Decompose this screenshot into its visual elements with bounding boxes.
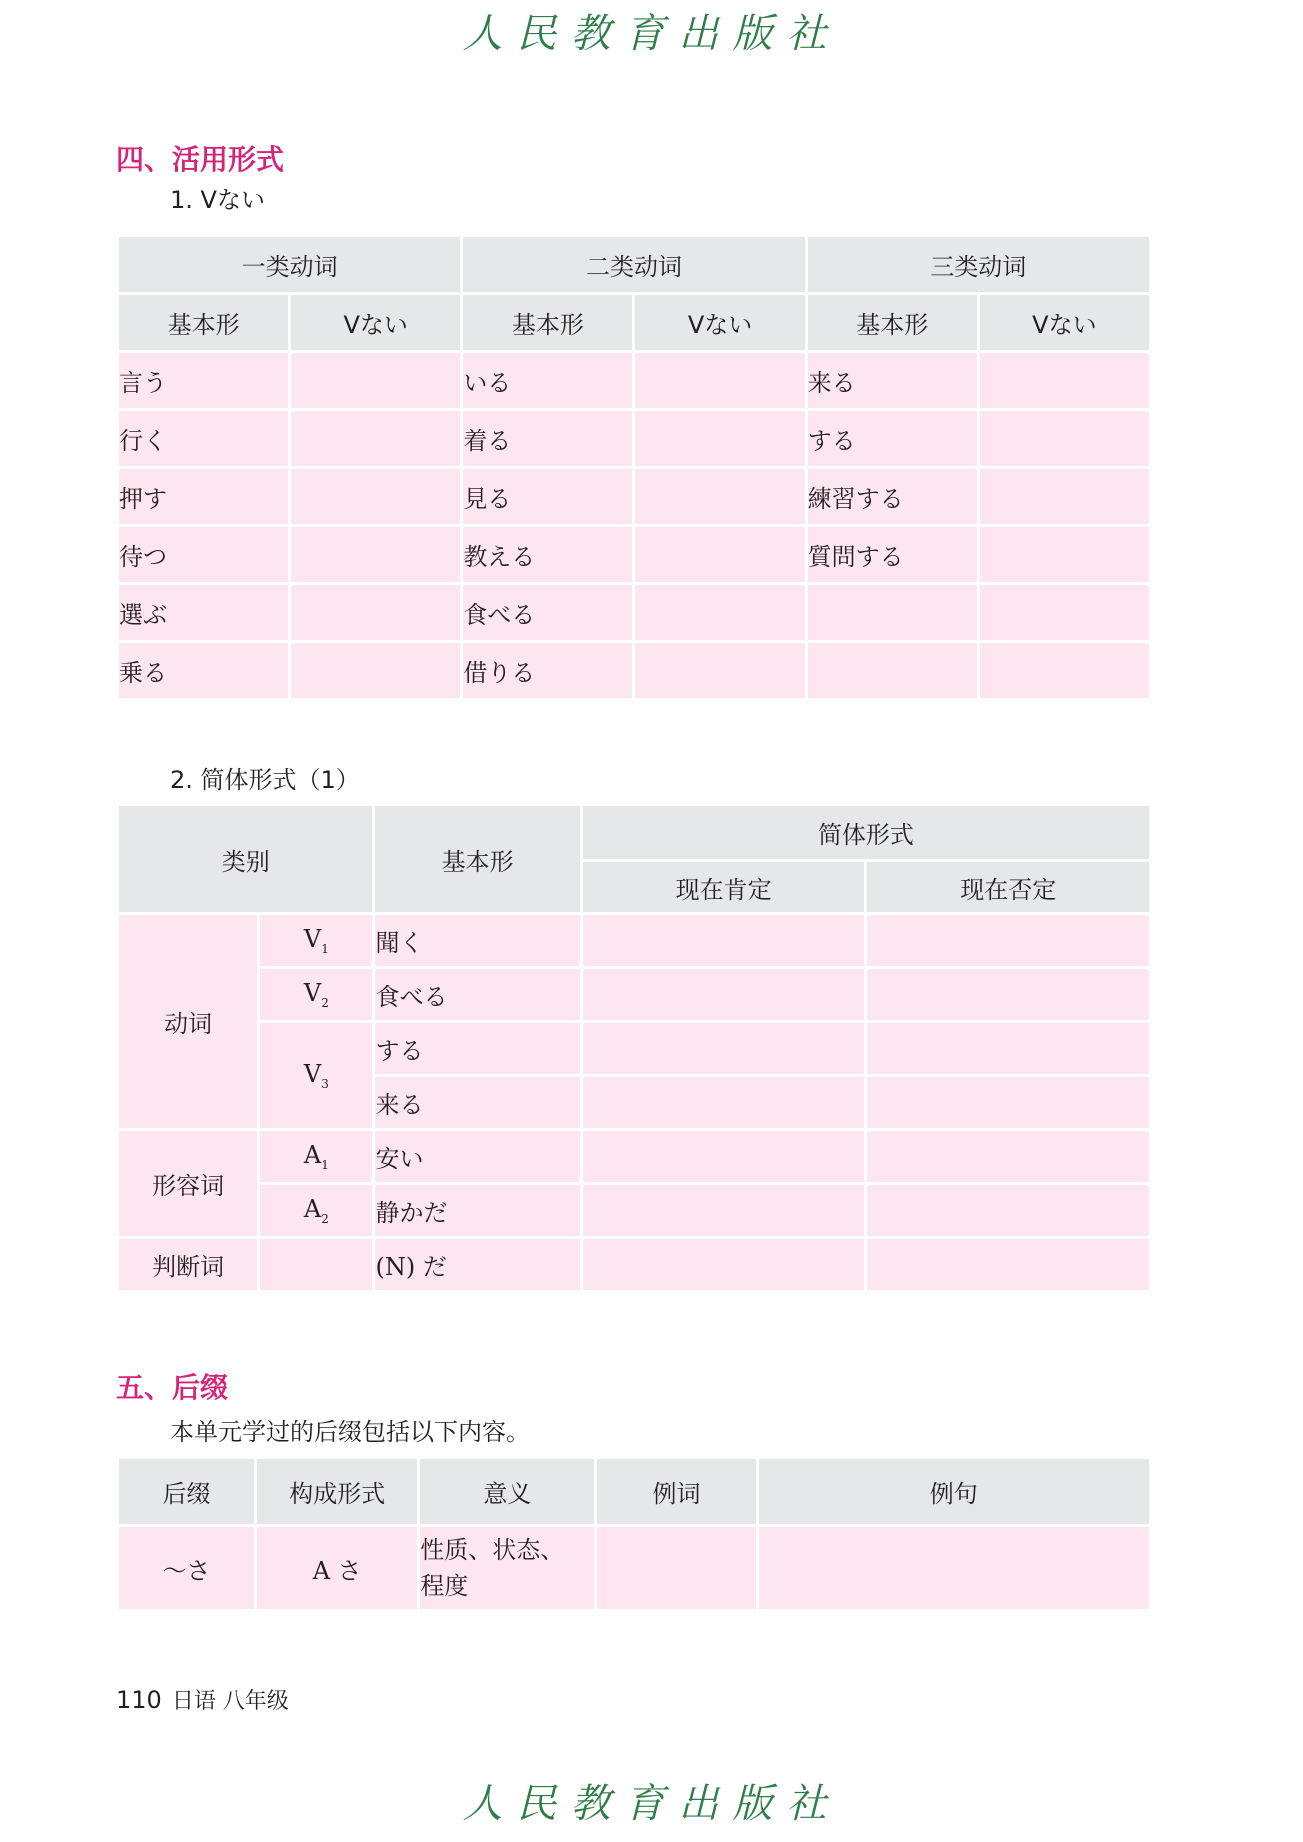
answer-cell[interactable] — [635, 643, 804, 698]
answer-cell[interactable] — [980, 469, 1149, 524]
verb-cell: 質問する — [808, 527, 977, 582]
answer-cell[interactable] — [867, 1131, 1149, 1182]
table-row — [119, 353, 1149, 408]
verb-cell: 練習する — [808, 469, 977, 524]
answer-cell[interactable] — [583, 915, 865, 966]
answer-cell[interactable] — [635, 411, 804, 466]
answer-cell[interactable] — [583, 969, 865, 1020]
table-row — [119, 469, 1149, 524]
verb-cell: 来る — [808, 353, 977, 408]
answer-cell[interactable] — [635, 469, 804, 524]
answer-cell[interactable] — [759, 1527, 1149, 1609]
category-cell: 判断词 — [119, 1239, 257, 1290]
verb-cell: 行く — [119, 411, 288, 466]
answer-cell[interactable] — [867, 1239, 1149, 1290]
subcategory-cell: $A_1$ — [260, 1131, 372, 1182]
page-footer — [116, 1688, 289, 1713]
column-header: 基本形 — [808, 295, 977, 350]
column-header: 基本形 — [375, 806, 579, 912]
table-row — [119, 585, 1149, 640]
answer-cell[interactable] — [980, 353, 1149, 408]
answer-cell[interactable] — [980, 411, 1149, 466]
table-row — [119, 643, 1149, 698]
table-row — [119, 915, 1149, 966]
answer-cell[interactable] — [583, 1185, 865, 1236]
answer-cell[interactable] — [291, 643, 460, 698]
suffix-table — [116, 1456, 1152, 1612]
table-header-row — [119, 295, 1149, 350]
verb-cell: 着る — [463, 411, 632, 466]
verb-cell: いる — [463, 353, 632, 408]
group-header: 二类动词 — [463, 237, 804, 292]
meaning-line: 程度 — [420, 1572, 469, 1600]
base-form-cell: 安い — [375, 1131, 579, 1182]
answer-cell[interactable] — [583, 1131, 865, 1182]
column-header: 后缀 — [119, 1459, 254, 1524]
publisher-logo: 人民教育出版社 — [462, 11, 841, 57]
v-nai-table — [116, 234, 1152, 701]
book-title: 日语 八年级 — [171, 1689, 289, 1714]
table-header-row — [119, 806, 1149, 859]
subsection-title: 2. 简体形式（1） — [170, 766, 360, 794]
answer-cell[interactable] — [635, 527, 804, 582]
answer-cell[interactable] — [291, 527, 460, 582]
table-row — [119, 527, 1149, 582]
table-row — [119, 1239, 1149, 1290]
answer-cell[interactable] — [867, 1023, 1149, 1074]
subcategory-cell — [260, 1239, 372, 1290]
intro-text: 本单元学过的后缀包括以下内容。 — [170, 1418, 530, 1446]
column-header: 现在肯定 — [583, 862, 865, 912]
base-form-cell: 来る — [375, 1077, 579, 1128]
subsection-title: 1. Vない — [170, 186, 265, 214]
answer-cell[interactable] — [291, 411, 460, 466]
answer-cell[interactable] — [291, 585, 460, 640]
verb-cell: 借りる — [463, 643, 632, 698]
column-header: 例句 — [759, 1459, 1149, 1524]
answer-cell[interactable] — [291, 353, 460, 408]
table-header-row — [119, 1459, 1149, 1524]
base-form-cell: (N) だ — [375, 1239, 579, 1290]
answer-cell[interactable] — [597, 1527, 755, 1609]
form-cell: A さ — [257, 1527, 417, 1609]
category-cell: 动词 — [119, 915, 257, 1128]
verb-cell: 教える — [463, 527, 632, 582]
plain-form-table — [116, 803, 1152, 1293]
verb-cell — [808, 643, 977, 698]
verb-cell — [808, 585, 977, 640]
suffix-cell: ～さ — [119, 1527, 254, 1609]
section-heading: 五、后缀 — [116, 1371, 229, 1404]
answer-cell[interactable] — [291, 469, 460, 524]
table-row — [119, 1527, 1149, 1609]
answer-cell[interactable] — [635, 353, 804, 408]
answer-cell[interactable] — [583, 1023, 865, 1074]
table-row — [119, 1185, 1149, 1236]
publisher-logo: 人民教育出版社 — [462, 1781, 841, 1827]
column-header: Vない — [635, 295, 804, 350]
verb-cell: 乗る — [119, 643, 288, 698]
base-form-cell: する — [375, 1023, 579, 1074]
answer-cell[interactable] — [867, 1077, 1149, 1128]
answer-cell[interactable] — [980, 643, 1149, 698]
verb-cell: する — [808, 411, 977, 466]
base-form-cell: 食べる — [375, 969, 579, 1020]
verb-cell: 食べる — [463, 585, 632, 640]
base-form-cell: 静かだ — [375, 1185, 579, 1236]
answer-cell[interactable] — [980, 585, 1149, 640]
base-form-cell: 聞く — [375, 915, 579, 966]
verb-cell: 待つ — [119, 527, 288, 582]
table-row — [119, 969, 1149, 1020]
table-row — [119, 1131, 1149, 1182]
meaning-cell — [420, 1527, 594, 1609]
column-header: Vない — [291, 295, 460, 350]
verb-cell: 選ぶ — [119, 585, 288, 640]
table-header-row — [119, 237, 1149, 292]
column-header: 现在否定 — [867, 862, 1149, 912]
page-number: 110 — [116, 1686, 162, 1714]
column-header: 类别 — [119, 806, 372, 912]
column-header: Vない — [980, 295, 1149, 350]
column-header: 意义 — [420, 1459, 594, 1524]
table-row — [119, 1023, 1149, 1074]
subcategory-cell: $V_3$ — [260, 1023, 372, 1128]
meaning-line: 性质、状态、 — [420, 1536, 565, 1564]
answer-cell[interactable] — [583, 1239, 865, 1290]
answer-cell[interactable] — [867, 915, 1149, 966]
table-row — [119, 411, 1149, 466]
subcategory-cell: $A_2$ — [260, 1185, 372, 1236]
verb-cell: 言う — [119, 353, 288, 408]
column-header: 简体形式 — [583, 806, 1149, 859]
column-header: 例词 — [597, 1459, 755, 1524]
column-header: 基本形 — [463, 295, 632, 350]
subcategory-cell: $V_1$ — [260, 915, 372, 966]
answer-cell[interactable] — [583, 1077, 865, 1128]
answer-cell[interactable] — [867, 1185, 1149, 1236]
section-heading: 四、活用形式 — [116, 143, 285, 176]
category-cell: 形容词 — [119, 1131, 257, 1236]
group-header: 一类动词 — [119, 237, 460, 292]
verb-cell: 見る — [463, 469, 632, 524]
verb-cell: 押す — [119, 469, 288, 524]
column-header: 构成形式 — [257, 1459, 417, 1524]
column-header: 基本形 — [119, 295, 288, 350]
group-header: 三类动词 — [808, 237, 1149, 292]
answer-cell[interactable] — [980, 527, 1149, 582]
subcategory-cell: $V_2$ — [260, 969, 372, 1020]
answer-cell[interactable] — [867, 969, 1149, 1020]
answer-cell[interactable] — [635, 585, 804, 640]
